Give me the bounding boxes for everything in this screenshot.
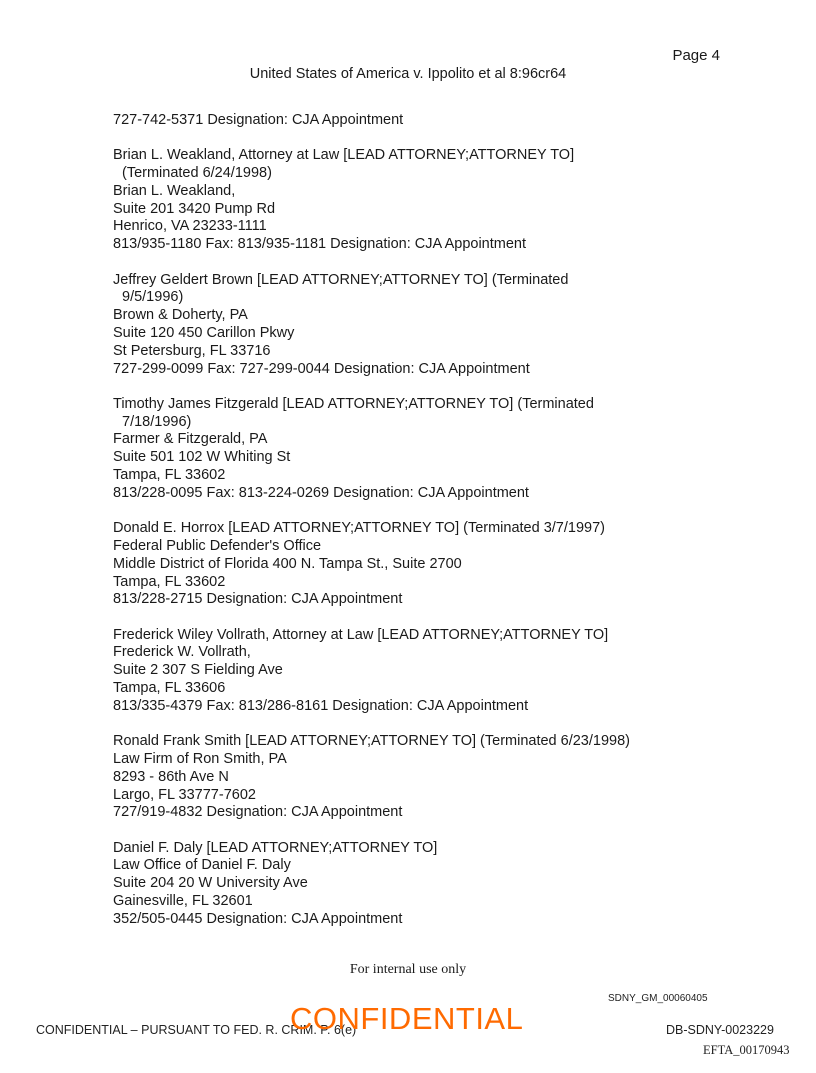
city-line: St Petersburg, FL 33716: [113, 342, 271, 359]
attorney-entry: [113, 520, 753, 609]
attorney-name: Frederick Wiley Vollrath, Attorney at Law [LEAD ATTORNEY;ATTORNEY TO]: [113, 626, 609, 643]
address-line: Suite 120 450 Carillon Pkwy: [113, 324, 295, 341]
attorney-entry: [113, 733, 753, 822]
city-line: Tampa, FL 33602: [113, 573, 226, 590]
contact-line: 813/335-4379 Fax: 813/286-8161 Designation: CJA Appointment: [113, 697, 529, 714]
termination-note: 9/5/1996): [122, 289, 184, 306]
attorney-entry: [113, 627, 753, 716]
firm-name: Brian L. Weakland,: [113, 182, 236, 199]
bates-number: DB-SDNY-0023229: [666, 1023, 774, 1037]
contact-line: 727-299-0099 Fax: 727-299-0044 Designation: CJA Appointment: [113, 360, 530, 377]
attorney-entry: [113, 272, 753, 379]
firm-name: Brown & Doherty, PA: [113, 307, 248, 324]
city-line: Tampa, FL 33602: [113, 467, 226, 484]
entry-line: 727-742-5371 Designation: CJA Appointment: [113, 112, 404, 128]
firm-name: Law Firm of Ron Smith, PA: [113, 750, 287, 767]
city-line: Henrico, VA 23233-1111: [113, 218, 267, 235]
attorney-entry: [113, 396, 753, 503]
address-line: Suite 501 102 W Whiting St: [113, 449, 291, 466]
contact-line: 727/919-4832 Designation: CJA Appointment: [113, 804, 403, 821]
attorney-name: Brian L. Weakland, Attorney at Law [LEAD ATTORNEY;ATTORNEY TO]: [113, 147, 575, 164]
efta-id: EFTA_00170943: [703, 1043, 790, 1057]
termination-note: 7/18/1996): [122, 413, 192, 430]
firm-name: Federal Public Defender's Office: [113, 537, 322, 554]
case-title: United States of America v. Ippolito et al 8:96cr64: [249, 66, 567, 82]
attorney-entry: [113, 147, 753, 254]
city-line: Gainesville, FL 32601: [113, 892, 253, 909]
firm-name: Frederick W. Vollrath,: [113, 644, 251, 661]
city-line: Largo, FL 33777-7602: [113, 786, 256, 803]
attorney-entry: [113, 840, 753, 929]
attorney-list: [113, 112, 753, 946]
address-line: 8293 - 86th Ave N: [113, 768, 229, 785]
attorney-name: Timothy James Fitzgerald [LEAD ATTORNEY;ATTORNEY TO] (Terminated: [113, 395, 594, 412]
firm-name: Farmer & Fitzgerald, PA: [113, 431, 268, 448]
contact-line: 813/228-0095 Fax: 813-224-0269 Designation: CJA Appointment: [113, 484, 529, 501]
contact-line: 352/505-0445 Designation: CJA Appointment: [113, 910, 403, 927]
attorney-name: Ronald Frank Smith [LEAD ATTORNEY;ATTORNEY TO] (Terminated 6/23/1998): [113, 733, 630, 750]
attorney-entry: [113, 112, 753, 130]
confidential-notice: CONFIDENTIAL – PURSUANT TO FED. R. CRIM. P. 6(e): [36, 1023, 357, 1037]
termination-note: (Terminated 6/24/1998): [122, 165, 272, 182]
bates-number-small: SDNY_GM_00060405: [608, 993, 708, 1004]
contact-line: 813/228-2715 Designation: CJA Appointment: [113, 591, 403, 608]
address-line: Suite 201 3420 Pump Rd: [113, 200, 276, 217]
page-number: Page 4: [672, 47, 720, 64]
address-line: Middle District of Florida 400 N. Tampa St., Suite 2700: [113, 555, 462, 572]
firm-name: Law Office of Daniel F. Daly: [113, 857, 291, 874]
confidential-stamp: CONFIDENTIAL: [290, 1001, 524, 1036]
city-line: Tampa, FL 33606: [113, 680, 226, 697]
address-line: Suite 204 20 W University Ave: [113, 875, 308, 892]
internal-use-note: For internal use only: [349, 962, 467, 977]
address-line: Suite 2 307 S Fielding Ave: [113, 662, 283, 679]
attorney-name: Donald E. Horrox [LEAD ATTORNEY;ATTORNEY TO] (Terminated 3/7/1997): [113, 520, 605, 537]
contact-line: 813/935-1180 Fax: 813/935-1181 Designation: CJA Appointment: [113, 236, 527, 253]
attorney-name: Jeffrey Geldert Brown [LEAD ATTORNEY;ATTORNEY TO] (Terminated: [113, 271, 569, 288]
attorney-name: Daniel F. Daly [LEAD ATTORNEY;ATTORNEY TO]: [113, 839, 438, 856]
